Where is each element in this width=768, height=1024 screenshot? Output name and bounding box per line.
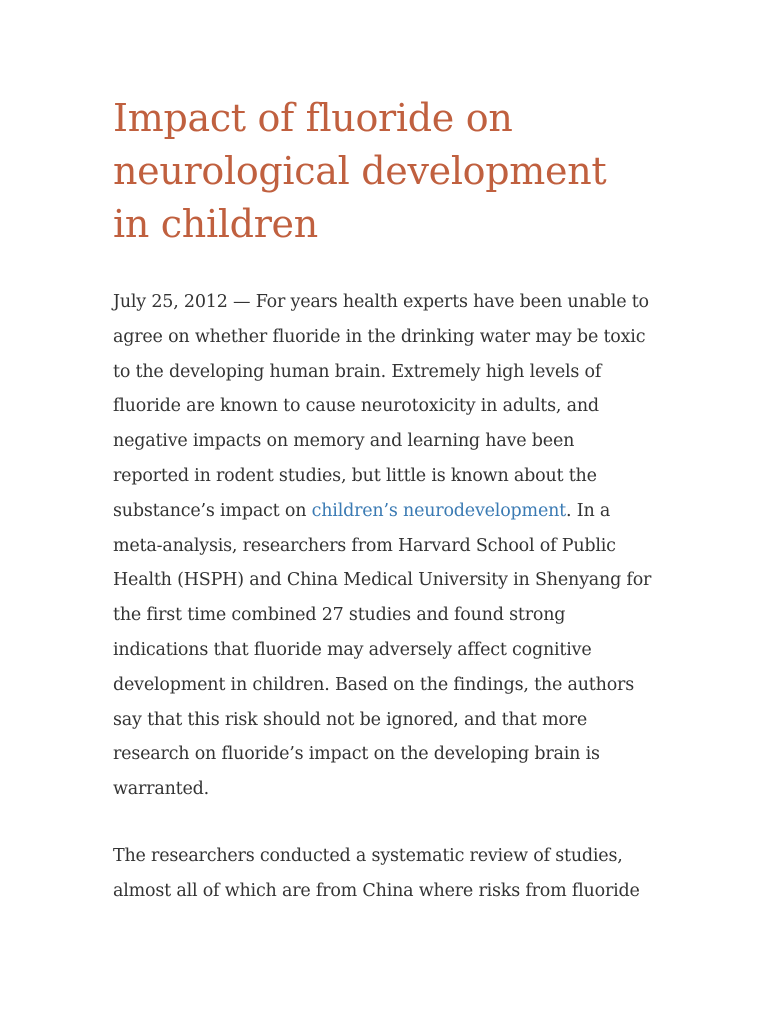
- article: [113, 92, 653, 909]
- article-title: Impact of fluoride on neurological development in children: [113, 96, 607, 246]
- childrens-neurodevelopment-link[interactable]: children’s neurodevelopment: [311, 500, 566, 521]
- paragraph-1-text-before-link: July 25, 2012 — For years health experts have been unable to agree on whether fluoride in the drinking water may be toxic to the developing human brain. Extremely high levels of fluoride are known to cause neurotoxicity in adults, and negative impacts on memory and learning have been reported in rodent studies, but little is known about the substance’s impact on: [113, 292, 649, 521]
- article-paragraph-2: The researchers conducted a systematic review of studies, almost all of which are from China where risks from fluoride: [113, 845, 640, 901]
- paragraph-1-text-after-link: . In a meta-analysis, researchers from Harvard School of Public Health (HSPH) and China Medical University in Shenyang for the first time combined 27 studies and found strong indications that fluoride may adversely affect cognitive development in children. Based on the findings, the authors say that this risk should not be ignored, and that more research on fluoride’s impact on the developing brain is warranted.: [113, 500, 652, 800]
- article-paragraph-1: [113, 285, 653, 807]
